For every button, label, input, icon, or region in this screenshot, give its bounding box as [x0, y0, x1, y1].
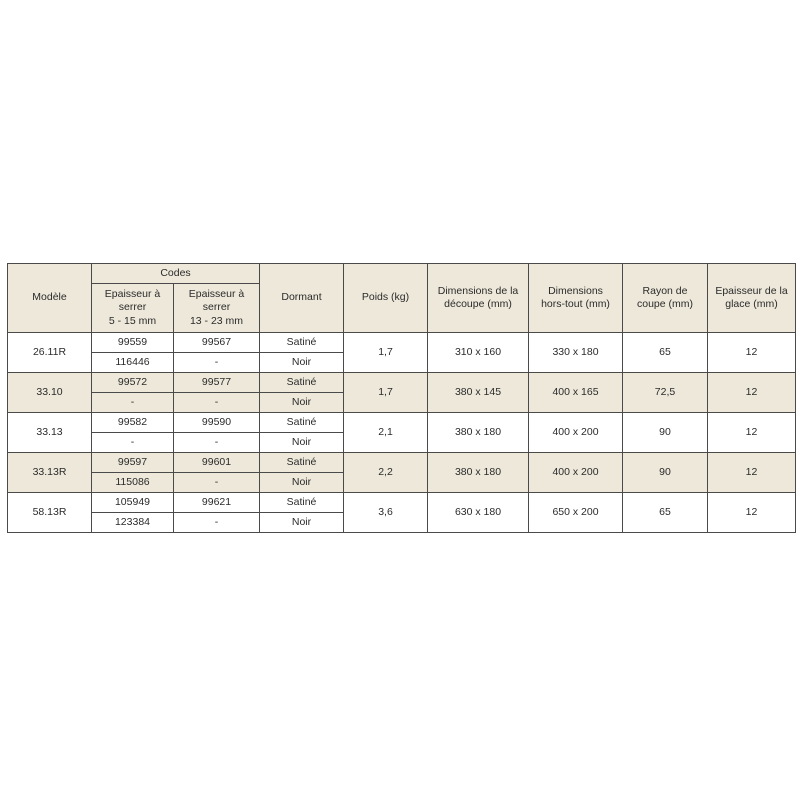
- cell-weight: 1,7: [344, 373, 428, 413]
- header-codes: Codes: [92, 264, 260, 284]
- cell-finish: Satiné: [260, 453, 344, 473]
- cell-glass: 12: [708, 373, 796, 413]
- cell-overall: 330 x 180: [529, 333, 623, 373]
- header-weight: Poids (kg): [344, 264, 428, 333]
- header-codes-range-2: Epaisseur à serrer 13 - 23 mm: [174, 284, 260, 333]
- cell-code-a: 99572: [92, 373, 174, 393]
- cell-finish: Satiné: [260, 413, 344, 433]
- cell-code-b: 99590: [174, 413, 260, 433]
- cell-code-a: 123384: [92, 513, 174, 533]
- cell-code-b: 99577: [174, 373, 260, 393]
- cell-finish: Noir: [260, 393, 344, 413]
- cell-finish: Noir: [260, 513, 344, 533]
- cell-model: 33.10: [8, 373, 92, 413]
- cell-cutout: 380 x 145: [428, 373, 529, 413]
- header-radius: Rayon de coupe (mm): [623, 264, 708, 333]
- cell-glass: 12: [708, 413, 796, 453]
- cell-weight: 3,6: [344, 493, 428, 533]
- header-finish: Dormant: [260, 264, 344, 333]
- cell-overall: 650 x 200: [529, 493, 623, 533]
- cell-overall: 400 x 165: [529, 373, 623, 413]
- cell-glass: 12: [708, 453, 796, 493]
- cell-finish: Noir: [260, 433, 344, 453]
- table-body: [8, 333, 796, 533]
- cell-code-a: -: [92, 433, 174, 453]
- header-overall: Dimensions hors-tout (mm): [529, 264, 623, 333]
- cell-cutout: 380 x 180: [428, 453, 529, 493]
- cell-radius: 90: [623, 413, 708, 453]
- cell-code-a: 116446: [92, 353, 174, 373]
- header-model: Modèle: [8, 264, 92, 333]
- cell-code-b: -: [174, 393, 260, 413]
- cell-code-a: 105949: [92, 493, 174, 513]
- cell-cutout: 630 x 180: [428, 493, 529, 533]
- table-row: [8, 493, 796, 513]
- cell-radius: 90: [623, 453, 708, 493]
- header-cutout: Dimensions de la découpe (mm): [428, 264, 529, 333]
- cell-cutout: 380 x 180: [428, 413, 529, 453]
- cell-code-a: 99559: [92, 333, 174, 353]
- cell-finish: Satiné: [260, 333, 344, 353]
- cell-cutout: 310 x 160: [428, 333, 529, 373]
- cell-finish: Satiné: [260, 493, 344, 513]
- spec-table: [7, 263, 796, 533]
- cell-overall: 400 x 200: [529, 453, 623, 493]
- cell-code-b: -: [174, 433, 260, 453]
- cell-code-b: 99567: [174, 333, 260, 353]
- cell-glass: 12: [708, 493, 796, 533]
- cell-weight: 2,1: [344, 413, 428, 453]
- cell-code-b: -: [174, 473, 260, 493]
- cell-code-a: 99582: [92, 413, 174, 433]
- cell-code-a: -: [92, 393, 174, 413]
- cell-code-b: 99601: [174, 453, 260, 473]
- cell-glass: 12: [708, 333, 796, 373]
- header-codes-range-1: Epaisseur à serrer 5 - 15 mm: [92, 284, 174, 333]
- cell-finish: Noir: [260, 353, 344, 373]
- cell-code-b: -: [174, 513, 260, 533]
- cell-model: 58.13R: [8, 493, 92, 533]
- cell-weight: 2,2: [344, 453, 428, 493]
- cell-overall: 400 x 200: [529, 413, 623, 453]
- cell-code-b: 99621: [174, 493, 260, 513]
- cell-radius: 72,5: [623, 373, 708, 413]
- header-glass: Epaisseur de la glace (mm): [708, 264, 796, 333]
- cell-radius: 65: [623, 493, 708, 533]
- cell-code-a: 115086: [92, 473, 174, 493]
- cell-model: 26.11R: [8, 333, 92, 373]
- cell-weight: 1,7: [344, 333, 428, 373]
- cell-finish: Satiné: [260, 373, 344, 393]
- cell-radius: 65: [623, 333, 708, 373]
- table-row: [8, 333, 796, 353]
- table-row: [8, 453, 796, 473]
- table-row: [8, 373, 796, 393]
- cell-finish: Noir: [260, 473, 344, 493]
- cell-model: 33.13: [8, 413, 92, 453]
- cell-code-a: 99597: [92, 453, 174, 473]
- table-row: [8, 413, 796, 433]
- cell-model: 33.13R: [8, 453, 92, 493]
- cell-code-b: -: [174, 353, 260, 373]
